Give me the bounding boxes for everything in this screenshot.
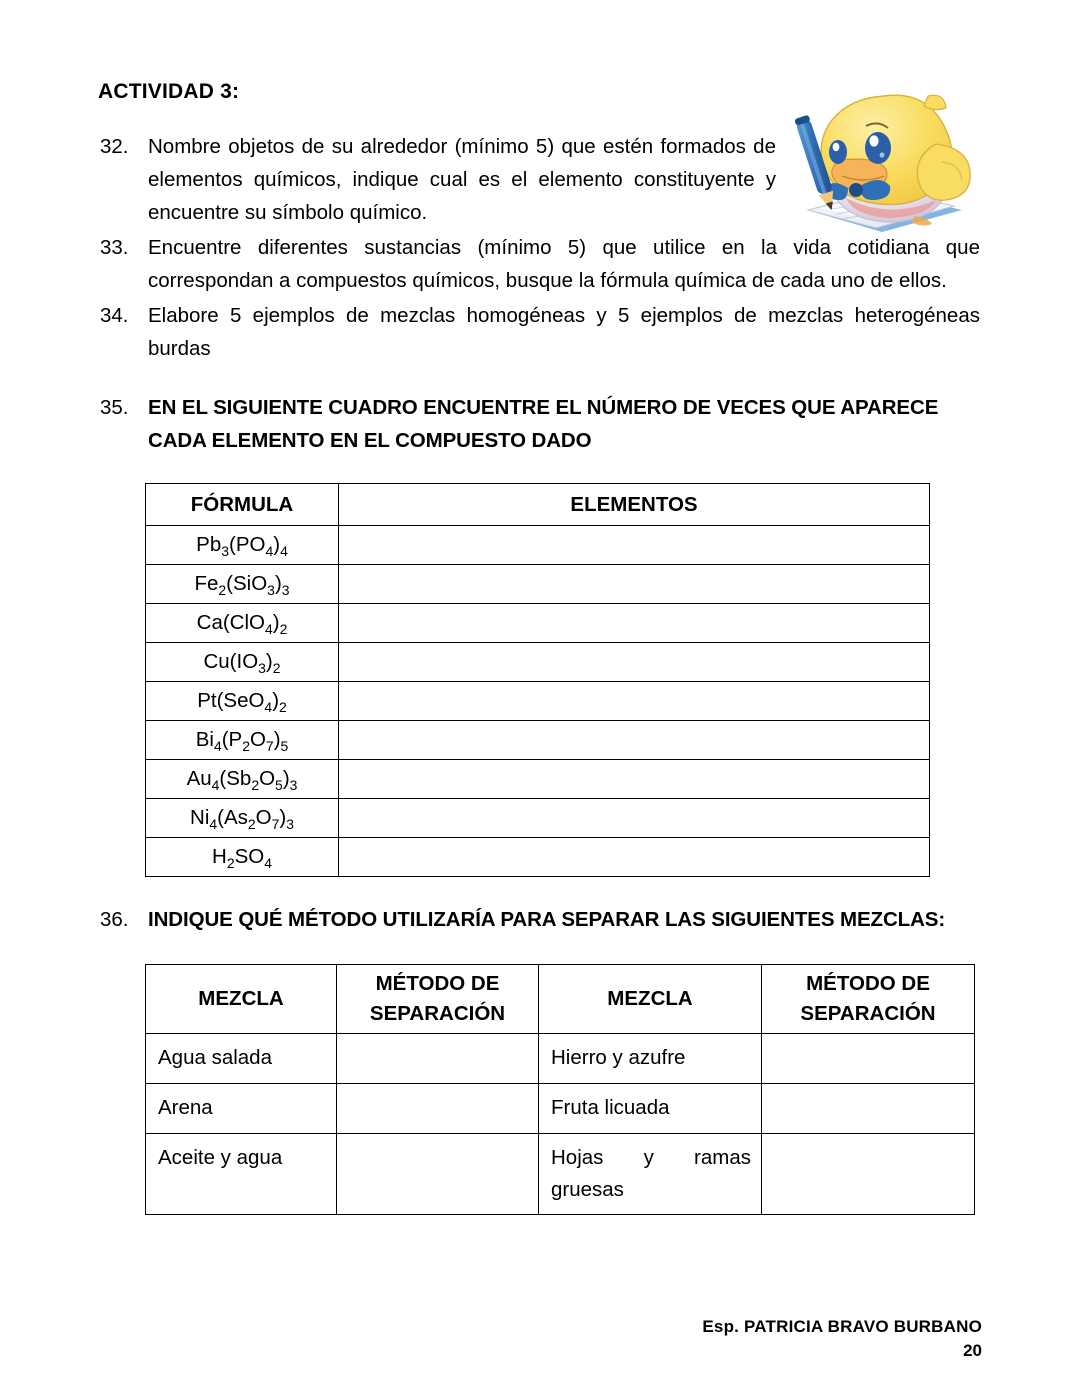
elements-answer-cell[interactable] [339, 565, 930, 604]
item-number: 34. [100, 304, 129, 327]
table-header-row [146, 484, 930, 526]
elements-answer-cell[interactable] [339, 526, 930, 565]
method-answer-cell[interactable] [337, 1084, 539, 1134]
formula-cell: $Au_4(Sb_2O_5)_3$ [146, 760, 339, 799]
column-header-metodo-2: MÉTODO DE SEPARACIÓN [762, 965, 975, 1034]
formula-cell: $Bi_4(P_2O_7)_5$ [146, 721, 339, 760]
table-header-row [146, 965, 975, 1034]
elements-answer-cell[interactable] [339, 721, 930, 760]
mixtures-table [145, 964, 975, 1215]
item-number: 35. [100, 396, 129, 419]
item-number: 36. [100, 908, 129, 931]
mixture-cell: Hierro y azufre [539, 1034, 762, 1084]
table-row [146, 526, 930, 565]
item-number: 32. [100, 135, 129, 158]
method-answer-cell[interactable] [762, 1134, 975, 1215]
mixture-cell: Fruta licuada [539, 1084, 762, 1134]
formula-cell: $Ca(ClO_4)_2$ [146, 604, 339, 643]
table-row [146, 838, 930, 877]
footer-author: Esp. PATRICIA BRAVO BURBANO [702, 1317, 982, 1336]
list-item [98, 299, 980, 365]
elements-answer-cell[interactable] [339, 643, 930, 682]
method-answer-cell[interactable] [337, 1034, 539, 1084]
mixture-cell: Hojas y ramas gruesas [539, 1134, 762, 1215]
elements-answer-cell[interactable] [339, 760, 930, 799]
elements-answer-cell[interactable] [339, 838, 930, 877]
mixture-cell: Aceite y agua [146, 1134, 337, 1215]
method-answer-cell[interactable] [337, 1134, 539, 1215]
method-answer-cell[interactable] [762, 1084, 975, 1134]
table-row [146, 760, 930, 799]
formula-cell: $H_2SO_4$ [146, 838, 339, 877]
item-text: Nombre objetos de su alrededor (mínimo 5) que estén formados de elementos químicos, indique cual es el elemento constituyente y encuentre su símbolo químico. [148, 135, 776, 224]
formula-table [145, 483, 930, 877]
table-row [146, 565, 930, 604]
elements-answer-cell[interactable] [339, 682, 930, 721]
elements-answer-cell[interactable] [339, 604, 930, 643]
mixture-cell: Agua salada [146, 1034, 337, 1084]
column-header-mezcla-1: MEZCLA [146, 965, 337, 1034]
formula-cell: $Pt(SeO_4)_2$ [146, 682, 339, 721]
column-header-elements: ELEMENTOS [339, 484, 930, 526]
column-header-formula: FÓRMULA [146, 484, 339, 526]
duck-wing [917, 144, 970, 200]
duck-writing-illustration [786, 82, 982, 242]
column-header-metodo-1: MÉTODO DE SEPARACIÓN [337, 965, 539, 1034]
method-answer-cell[interactable] [762, 1034, 975, 1084]
formula-cell: $Ni_4(As_2O_7)_3$ [146, 799, 339, 838]
list-item [98, 391, 980, 457]
formula-cell: $Cu(IO_3)_2$ [146, 643, 339, 682]
footer-page-number: 20 [963, 1341, 982, 1360]
table-row [146, 799, 930, 838]
table-row [146, 682, 930, 721]
table-row [146, 604, 930, 643]
list-item [98, 903, 980, 936]
table-row [146, 1084, 975, 1134]
table-row [146, 1134, 975, 1215]
table-row [146, 1034, 975, 1084]
table-row [146, 643, 930, 682]
table-row [146, 721, 930, 760]
item-text: INDIQUE QUÉ MÉTODO UTILIZARÍA PARA SEPARAR LAS SIGUIENTES MEZCLAS: [148, 908, 946, 931]
item-number: 33. [100, 236, 129, 259]
column-header-mezcla-2: MEZCLA [539, 965, 762, 1034]
item-text: Encuentre diferentes sustancias (mínimo 5) que utilice en la vida cotidiana que correspondan a compuestos químicos, busque la fórmula química de cada uno de ellos. [148, 236, 980, 292]
formula-cell: $Pb_3(PO_4)_4$ [146, 526, 339, 565]
item-text: Elabore 5 ejemplos de mezclas homogéneas y 5 ejemplos de mezclas heterogéneas burdas [148, 304, 980, 360]
item-text: EN EL SIGUIENTE CUADRO ENCUENTRE EL NÚMERO DE VECES QUE APARECE CADA ELEMENTO EN EL COMPUESTO DADO [148, 396, 939, 452]
elements-answer-cell[interactable] [339, 799, 930, 838]
mixture-cell: Arena [146, 1084, 337, 1134]
page-title: ACTIVIDAD 3: [98, 80, 240, 103]
page-footer [702, 1315, 982, 1363]
formula-cell: $Fe_2(SiO_3)_3$ [146, 565, 339, 604]
